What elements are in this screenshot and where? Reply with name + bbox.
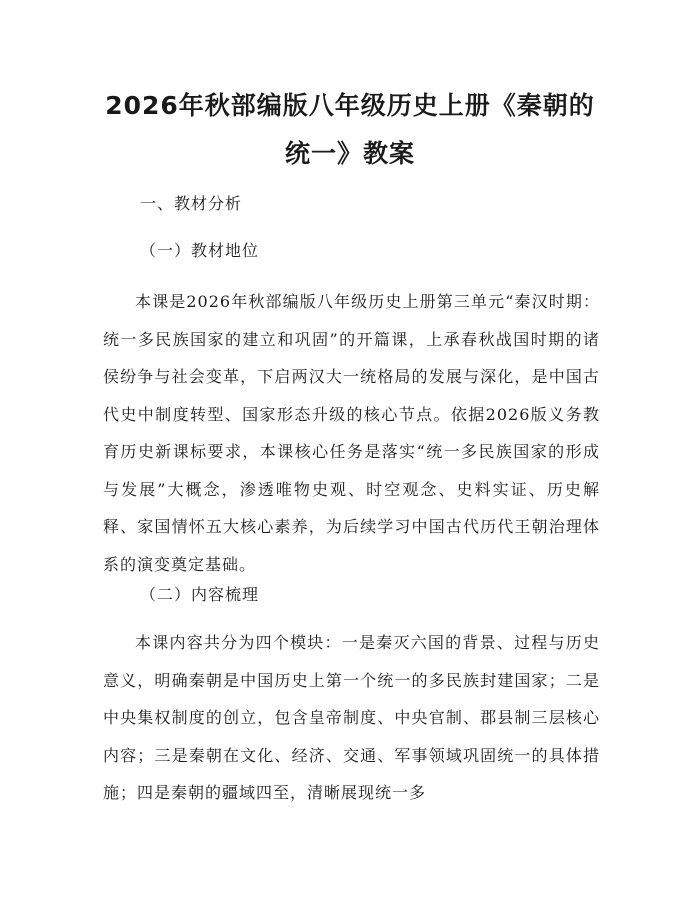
subsection-heading-content-outline: （二）内容梳理 xyxy=(140,585,260,604)
paragraph-content-outline: 本课内容共分为四个模块：一是秦灭六国的背景、过程与历史意义，明确秦朝是中国历史上第一个统一的多民族封建国家；二是中央集权制度的创立，包含皇帝制度、中央官制、郡县制三层核心内容；三是秦朝在文化、经济、交通、军事领域巩固统一的具体措施；四是秦朝的疆域四至，清晰展现统一多 xyxy=(103,633,600,802)
paragraph-textbook-position: 本课是2026年秋部编版八年级历史上册第三单元“秦汉时期：统一多民族国家的建立和巩固”的开篇课，上承春秋战国时期的诸侯纷争与社会变革，下启两汉大一统格局的发展与深化，是中国古代史中制度转型、国家形态升级的核心节点。依据2026版义务教育历史新课标要求，本课核心任务是落实“统一多民族国家的形成与发展”大概念，渗透唯物史观、时空观念、史料实证、历史解释、家国情怀五大核心素养，为后续学习中国古代历代王朝治理体系的演变奠定基础。 xyxy=(103,292,600,574)
document-title: 2026年秋部编版八年级历史上册《秦朝的统一》教案 xyxy=(105,91,595,168)
subsection-heading-textbook-position: （一）教材地位 xyxy=(140,241,260,260)
section-heading-textbook-analysis: 一、教材分析 xyxy=(140,194,243,213)
